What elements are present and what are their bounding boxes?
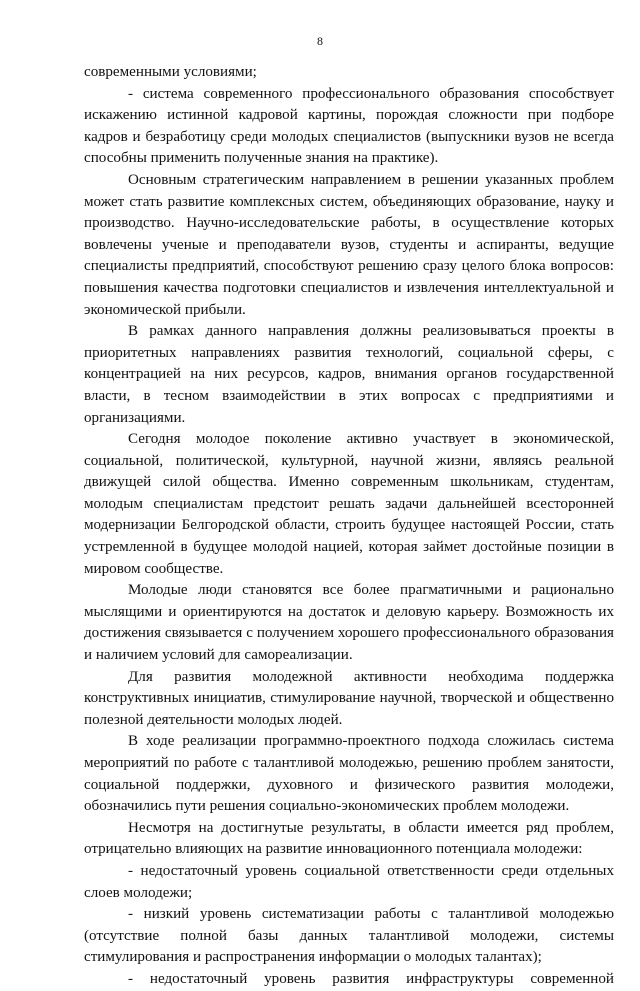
paragraph-youth-activity: Для развития молодежной активности необходима поддержка конструктивных инициатив, стимулирование научной, творческой и общественно полезной деятельности молодых людей.: [84, 668, 614, 728]
paragraph-list-item-systematization: - низкий уровень систематизации работы с талантливой молодежью (отсутствие полной базы данных талантливой молодежи, системы стимулирования и распространения информации о молодых талантах);: [84, 906, 614, 966]
paragraph-list-item-infrastructure: - недостаточный уровень развития инфраструктуры современной: [128, 970, 614, 987]
paragraph-problems-intro: Несмотря на достигнутые результаты, в области имеется ряд проблем, отрицательно влияющих на развитие инновационного потенциала молодежи:: [84, 819, 614, 858]
paragraph-pragmatism: Молодые люди становятся все более прагматичными и рационально мыслящими и ориентируются на достаток и деловую карьеру. Возможность их достижения связывается с получением хорошего профессионального образования и наличием условий для самореализации.: [84, 582, 614, 664]
document-body: [84, 62, 614, 991]
paragraph-projects: В рамках данного направления должны реализовываться проекты в приоритетных направлениях развития технологий, социальной сферы, с концентрацией на них ресурсов, кадров, внимания органов государственной власти, в тесном взаимодействии в этих вопросах с предприятиями и организациями.: [84, 323, 614, 426]
paragraph-continuation: современными условиями;: [84, 64, 257, 80]
paragraph-list-item-responsibility: - недостаточный уровень социальной ответственности среди отдельных слоев молодежи;: [84, 862, 614, 901]
paragraph-young-generation: Сегодня молодое поколение активно участвует в экономической, социальной, политической, культурной, научной жизни, являясь реальной движущей силой общества. Именно современным школьникам, студентам, молодым специалистам предстоит решать задачи дальнейшей всесторонней модернизации Белгородской области, строить будущее настоящей России, стать устремленной в будущее молодой нацией, которая займет достойные позиции в мировом сообществе.: [84, 431, 614, 577]
paragraph-list-item-education-system: - система современного профессионального образования способствует искажению истинной кадровой картины, порождая сложности при подборе кадров и безработицу среди молодых специалистов (выпускники вузов не всегда способны применить полученные знания на практике).: [84, 85, 614, 167]
page-number: 8: [317, 34, 323, 48]
paragraph-strategic-direction: Основным стратегическим направлением в решении указанных проблем может стать развитие комплексных систем, объединяющих образование, науку и производство. Научно-исследовательские работы, в осуществление которых вовлечены ученые и преподаватели вузов, студенты и аспиранты, ведущие специалисты предприятий, способствуют решению сразу целого блока вопросов: повышения качества подготовки специалистов и извлечения интеллектуальной и экономической прибыли.: [84, 171, 614, 318]
paragraph-program-approach: В ходе реализации программно-проектного подхода сложилась система мероприятий по работе с талантливой молодежью, решению проблем занятости, социальной поддержки, духовного и физического развития молодежи, обозначились пути решения социально-экономических проблем молодежи.: [84, 733, 614, 815]
